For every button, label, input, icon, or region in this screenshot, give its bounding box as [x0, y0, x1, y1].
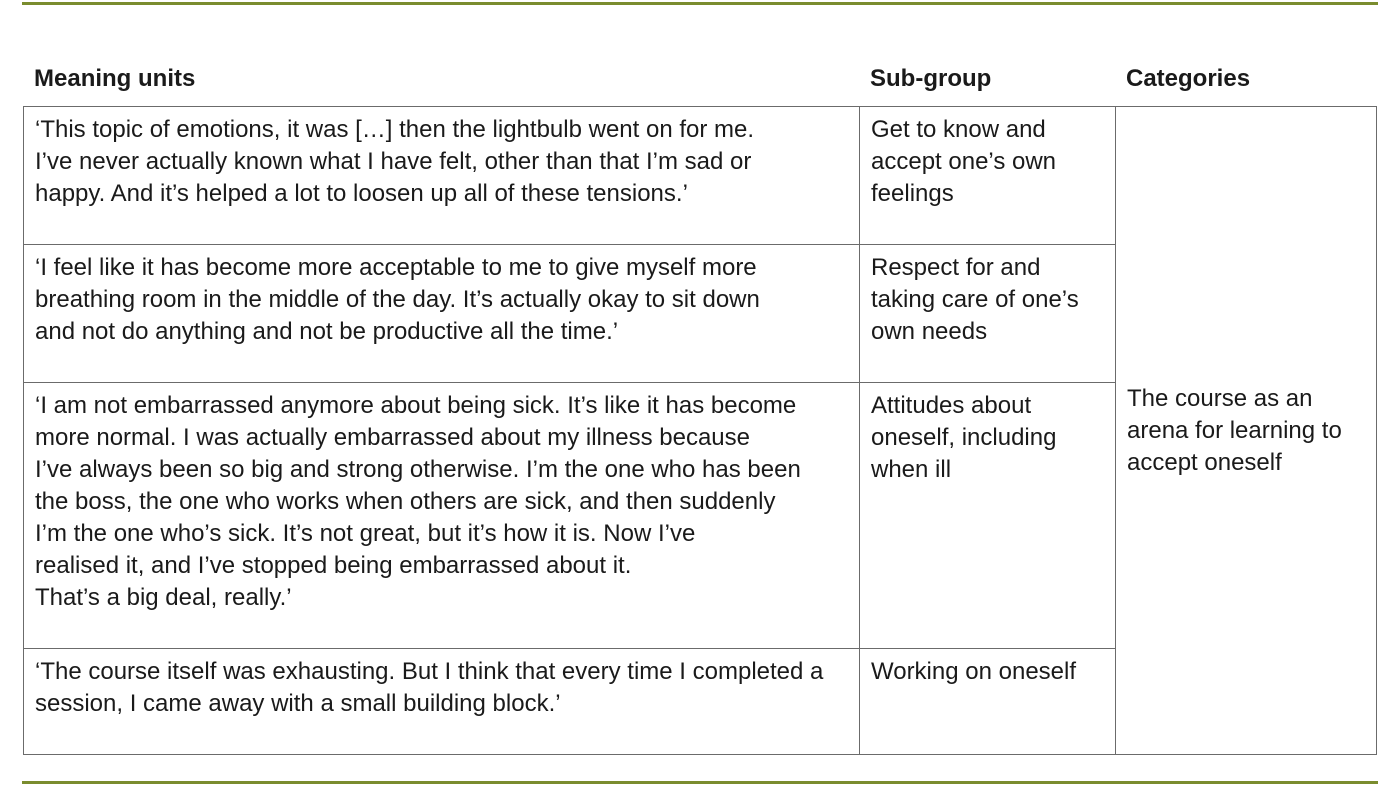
- table-header: [23, 62, 1376, 96]
- meaning-unit-cell: ‘The course itself was exhausting. But I think that every time I completed a session, I came away with a small building block.’: [24, 649, 860, 755]
- header-categories: Categories: [1126, 65, 1251, 92]
- sub-group-cell: Get to know and accept one’s own feelings: [860, 107, 1116, 245]
- meaning-unit-cell: ‘I feel like it has become more acceptable to me to give myself more breathing room in the middle of the day. It’s actually okay to sit down and not do anything and not be productive all the time.’: [24, 245, 860, 383]
- sub-group-cell: Attitudes about oneself, including when ill: [860, 383, 1116, 649]
- header-sub-group: Sub-group: [870, 65, 992, 92]
- top-rule: [22, 2, 1378, 5]
- sub-group-cell: Working on oneself: [860, 649, 1116, 755]
- bottom-rule: [22, 781, 1378, 784]
- meaning-unit-cell: ‘This topic of emotions, it was […] then the lightbulb went on for me. I’ve never actually known what I have felt, other than that I’m sad or happy. And it’s helped a lot to loosen up all of these tensions.’: [24, 107, 860, 245]
- header-meaning-units: Meaning units: [34, 65, 196, 92]
- table-row: [24, 107, 1377, 245]
- sub-group-cell: Respect for and taking care of one’s own needs: [860, 245, 1116, 383]
- meaning-unit-cell: ‘I am not embarrassed anymore about being sick. It’s like it has become more normal. I was actually embarrassed about my illness because I’ve always been so big and strong otherwise. I’m the one who has been the boss, the one who works when others are sick, and then suddenly I’m the one who’s sick. It’s not great, but it’s how it is. Now I’ve realised it, and I’ve stopped being embarrassed about it. That’s a big deal, really.’: [24, 383, 860, 649]
- meaning-units-table: [23, 106, 1377, 755]
- category-cell: The course as an arena for learning to accept oneself: [1116, 107, 1377, 755]
